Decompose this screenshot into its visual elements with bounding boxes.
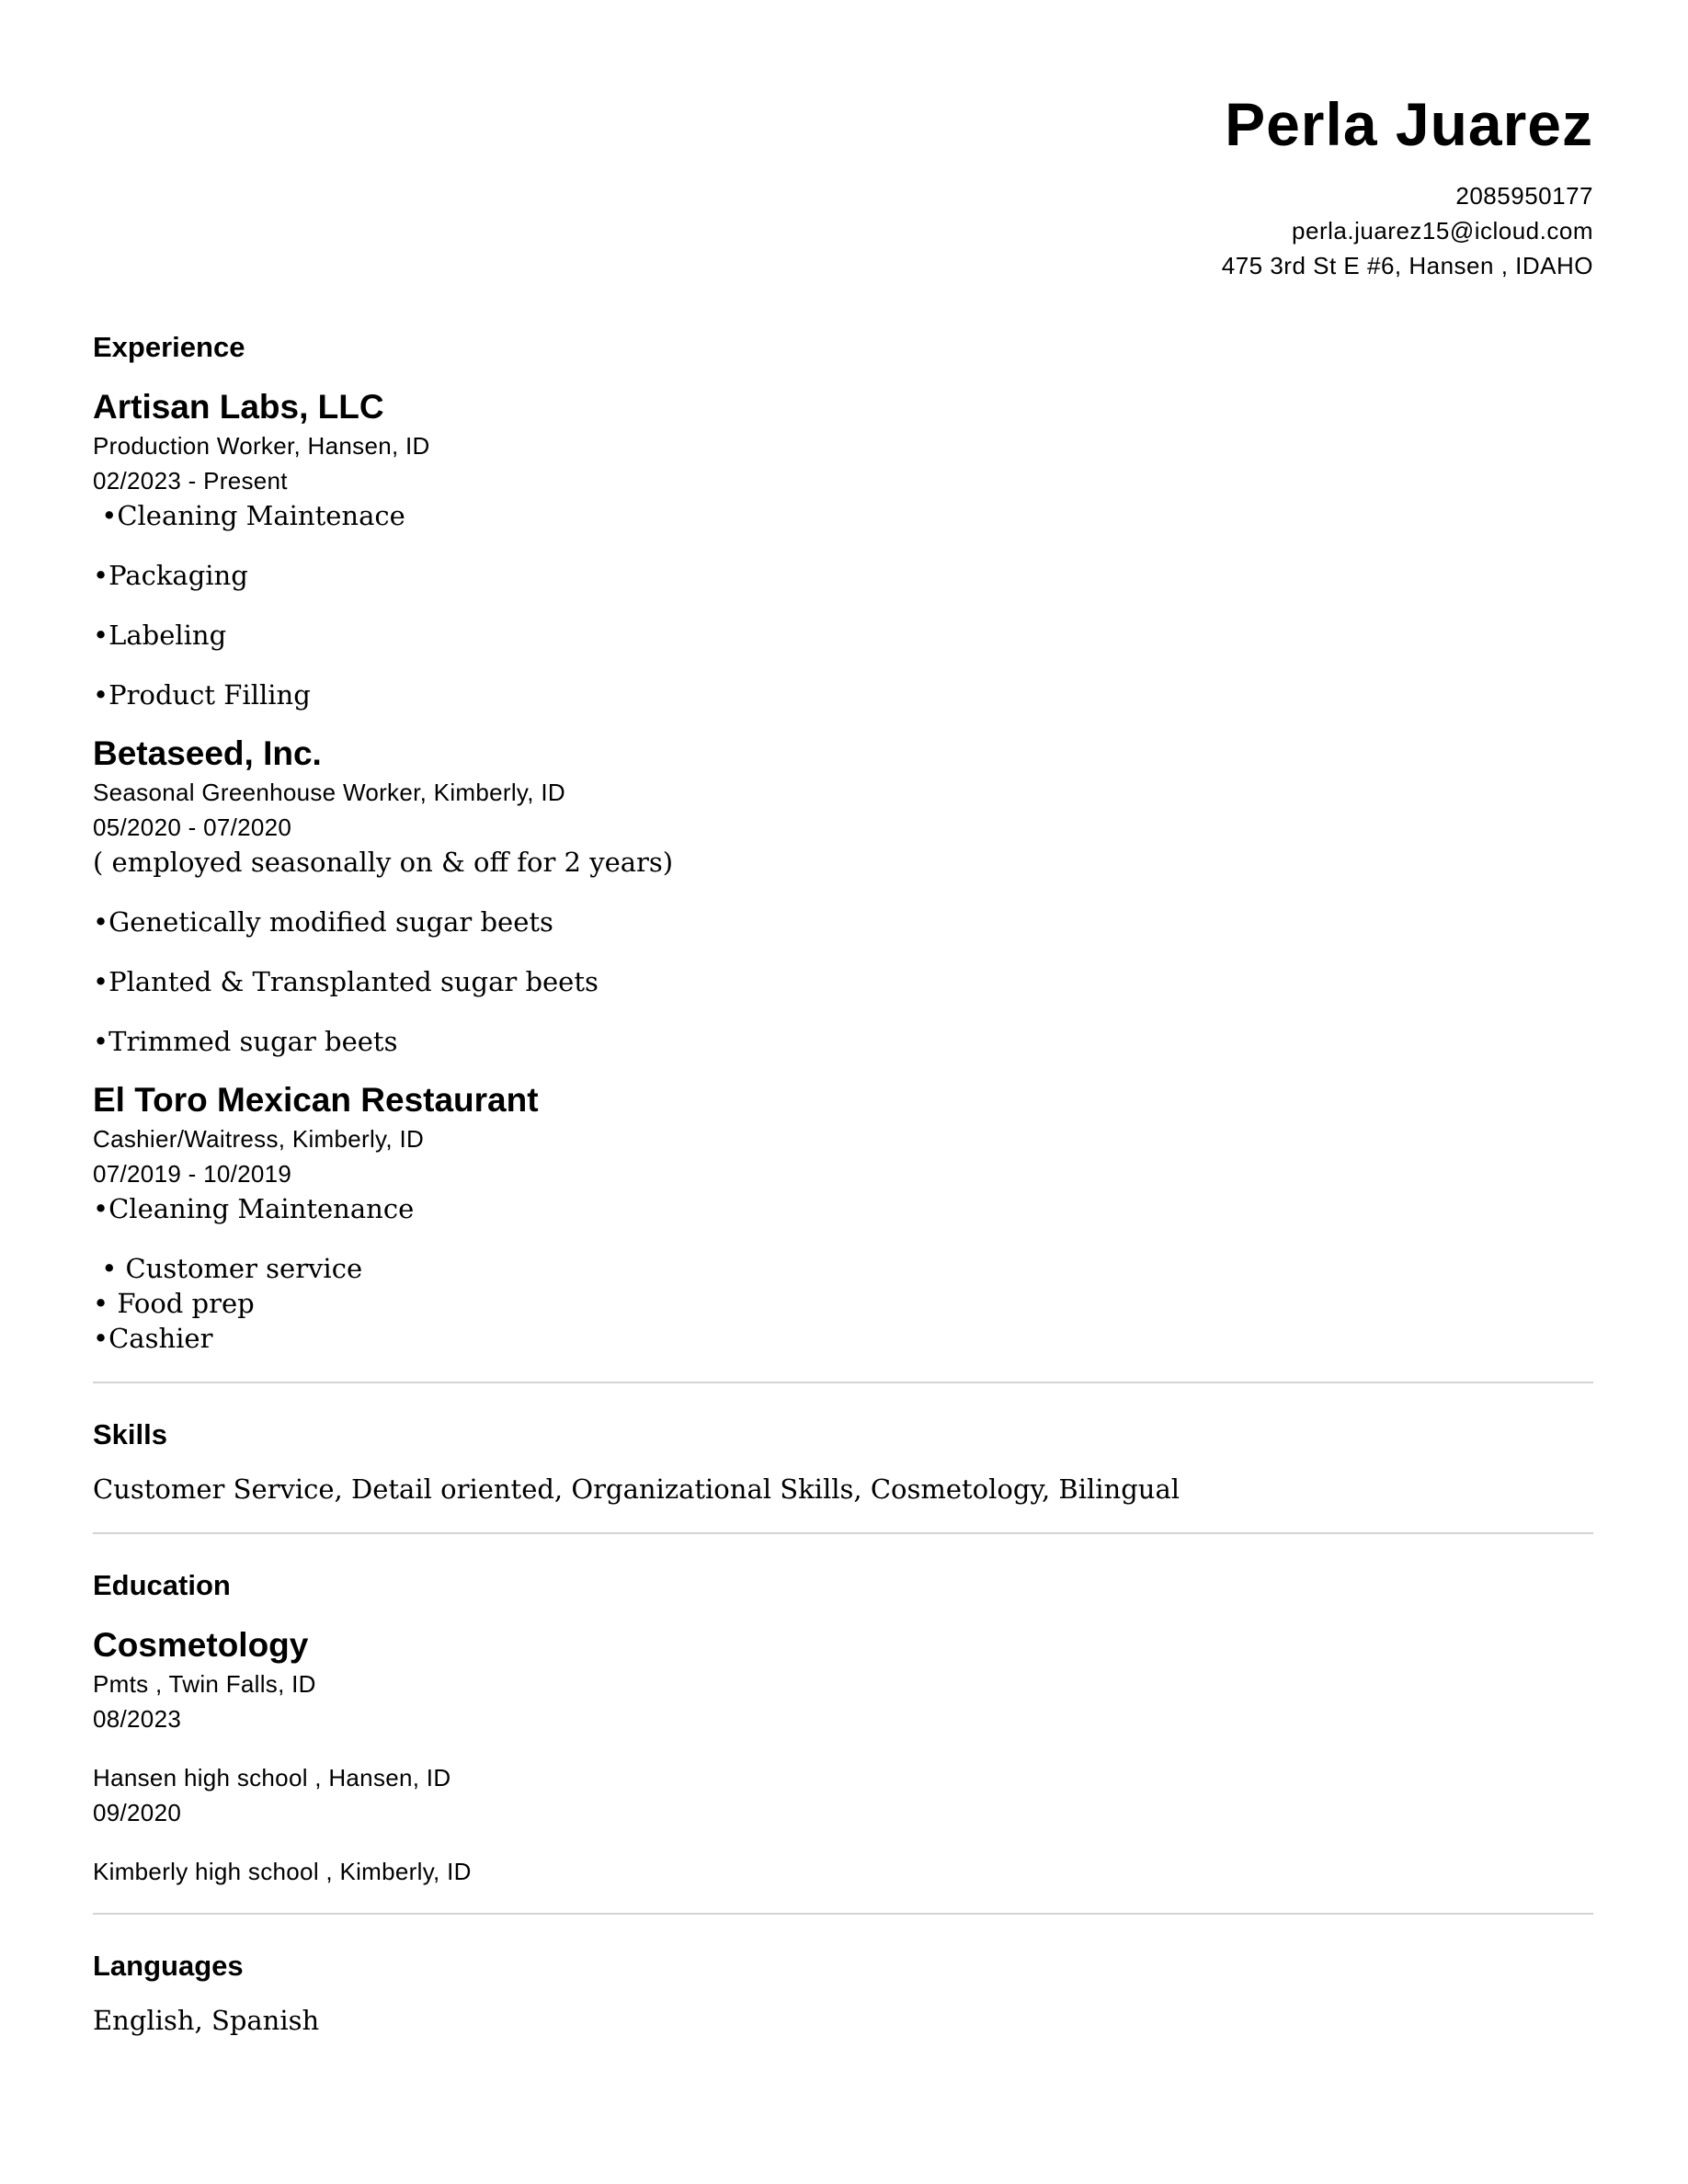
education-entry	[93, 1760, 1593, 1830]
skills-list: Customer Service, Detail oriented, Organizational Skills, Cosmetology, Bilingual	[93, 1473, 1180, 1505]
job-bullet: •Trimmed sugar beets	[93, 1026, 398, 1057]
resume-page	[93, 0, 1593, 2184]
job-bullet: •Cleaning Maintenace	[93, 500, 405, 531]
section-title-skills: Skills	[93, 1418, 167, 1450]
job-bullet: •Labeling	[93, 620, 227, 651]
education-date: 08/2023	[93, 1705, 182, 1733]
languages-list: English, Spanish	[93, 2005, 320, 2036]
education-school: Kimberly high school , Kimberly, ID	[93, 1858, 472, 1885]
job-bullet: •Packaging	[93, 560, 248, 591]
job-employer: Artisan Labs, LLC	[93, 388, 384, 426]
job-bullet: •Cashier	[93, 1323, 213, 1354]
skills-section	[93, 1383, 1593, 1507]
education-school: Pmts , Twin Falls, ID	[93, 1670, 316, 1698]
street-address: 475 3rd St E #6, Hansen , IDAHO	[1221, 252, 1593, 279]
job-employer: Betaseed, Inc.	[93, 734, 322, 772]
job-bullet: •Planted & Transplanted sugar beets	[93, 966, 599, 997]
resume-header	[1222, 88, 1593, 283]
languages-section	[93, 1915, 1593, 2038]
education-date: 09/2020	[93, 1799, 182, 1826]
job-dates: 02/2023 - Present	[93, 467, 288, 495]
job-entry	[93, 1079, 1593, 1356]
job-bullet: •Product Filling	[93, 679, 311, 711]
job-entry	[93, 733, 1593, 1059]
job-note: ( employed seasonally on & off for 2 years)	[93, 847, 674, 878]
phone-number: 2085950177	[1455, 182, 1593, 210]
job-bullet: • Customer service	[93, 1253, 363, 1284]
experience-section	[93, 329, 1593, 1356]
job-role: Seasonal Greenhouse Worker, Kimberly, ID	[93, 779, 565, 806]
job-employer: El Toro Mexican Restaurant	[93, 1081, 539, 1119]
section-title-languages: Languages	[93, 1950, 244, 1982]
job-role: Cashier/Waitress, Kimberly, ID	[93, 1125, 425, 1153]
job-dates: 05/2020 - 07/2020	[93, 813, 292, 841]
job-bullet: • Food prep	[93, 1288, 255, 1319]
education-entry	[93, 1854, 1593, 1889]
education-section	[93, 1534, 1593, 1889]
education-entry	[93, 1624, 1593, 1736]
job-bullet: •Cleaning Maintenance	[93, 1193, 415, 1224]
email-address: perla.juarez15@icloud.com	[1292, 217, 1593, 245]
job-dates: 07/2019 - 10/2019	[93, 1160, 292, 1188]
education-school: Hansen high school , Hansen, ID	[93, 1764, 451, 1792]
section-title-experience: Experience	[93, 331, 245, 363]
resume-body	[93, 329, 1593, 2038]
job-bullet: •Genetically modified sugar beets	[93, 906, 553, 938]
candidate-name: Perla Juarez	[1225, 90, 1593, 158]
job-role: Production Worker, Hansen, ID	[93, 432, 430, 460]
education-program: Cosmetology	[93, 1626, 309, 1664]
job-entry	[93, 386, 1593, 712]
section-title-education: Education	[93, 1569, 231, 1601]
